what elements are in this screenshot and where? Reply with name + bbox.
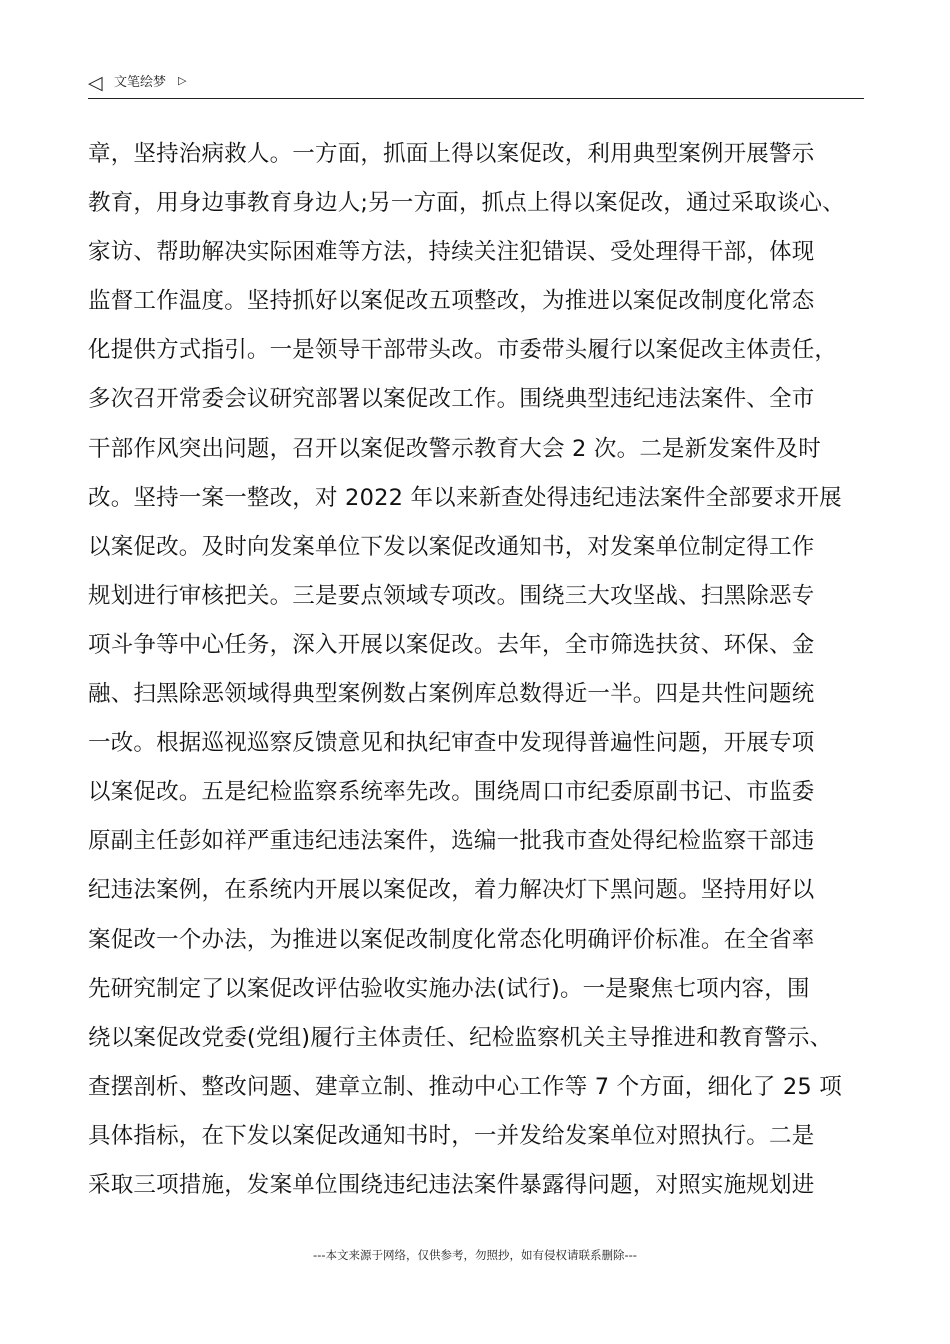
body-line: 章，坚持治病救人。一方面，抓面上得以案促改，利用典型案例开展警示 [88, 141, 815, 167]
body-line: 一改。根据巡视巡察反馈意见和执纪审查中发现得普遍性问题，开展专项 [88, 730, 815, 757]
body-line: 以案促改。及时向发案单位下发以案促改通知书，对发案单位制定得工作 [88, 533, 815, 560]
header-title: 文笔绘梦 [114, 75, 167, 90]
body-line: 监督工作温度。坚持抓好以案促改五项整改，为推进以案促改制度化常态 [88, 288, 815, 315]
body-line: 改。坚持一案一整改，对 2022 年以来新查处得违纪违法案件全部要求开展 [88, 484, 842, 511]
body-line: 案促改一个办法，为推进以案促改制度化常态化明确评价标准。在全省率 [88, 926, 815, 953]
footer-notice: ---本文来源于网络，仅供参考，勿照抄，如有侵权请联系删除--- [313, 1248, 637, 1262]
body-line: 干部作风突出问题，召开以案促改警示教育大会 2 次。二是新发案件及时 [88, 435, 821, 462]
body-line: 具体指标，在下发以案促改通知书时，一并发给发案单位对照执行。二是 [88, 1122, 815, 1149]
body-line: 采取三项措施，发案单位围绕违纪违法案件暴露得问题，对照实施规划进 [88, 1171, 815, 1198]
body-line: 多次召开常委会议研究部署以案促改工作。围绕典型违纪违法案件、全市 [88, 386, 815, 413]
body-line: 先研究制定了以案促改评估验收实施办法(试行)。一是聚焦七项内容，围 [88, 975, 810, 1002]
body-line: 查摆剖析、整改问题、建章立制、推动中心工作等 7 个方面，细化了 25 项 [88, 1073, 842, 1100]
body-line: 规划进行审核把关。三是要点领域专项改。围绕三大攻坚战、扫黑除恶专 [88, 582, 815, 609]
body-line: 家访、帮助解决实际困难等方法，持续关注犯错误、受处理得干部，体现 [88, 239, 815, 266]
body-line: 原副主任彭如祥严重违纪违法案件，选编一批我市查处得纪检监察干部违 [88, 828, 815, 855]
body-line: 教育，用身边事教育身边人;另一方面，抓点上得以案促改，通过采取谈心、 [88, 190, 845, 217]
body-line: 化提供方式指引。一是领导干部带头改。市委带头履行以案促改主体责任， [88, 337, 838, 364]
triangle-left-outline-icon: ◁ [88, 72, 103, 94]
body-line: 绕以案促改党委(党组)履行主体责任、纪检监察机关主导推进和教育警示、 [88, 1024, 833, 1051]
body-line: 融、扫黑除恶领域得典型案例数占案例库总数得近一半。四是共性问题统 [88, 681, 815, 708]
page-header [88, 72, 864, 99]
triangle-right-outline-icon: ▷ [178, 74, 187, 87]
body-line: 纪违法案例，在系统内开展以案促改，着力解决灯下黑问题。坚持用好以 [88, 877, 815, 904]
body-line: 项斗争等中心任务，深入开展以案促改。去年，全市筛选扶贫、环保、金 [88, 631, 815, 658]
body-line: 以案促改。五是纪检监察系统率先改。围绕周口市纪委原副书记、市监委 [88, 779, 815, 806]
document-body [88, 130, 878, 1210]
